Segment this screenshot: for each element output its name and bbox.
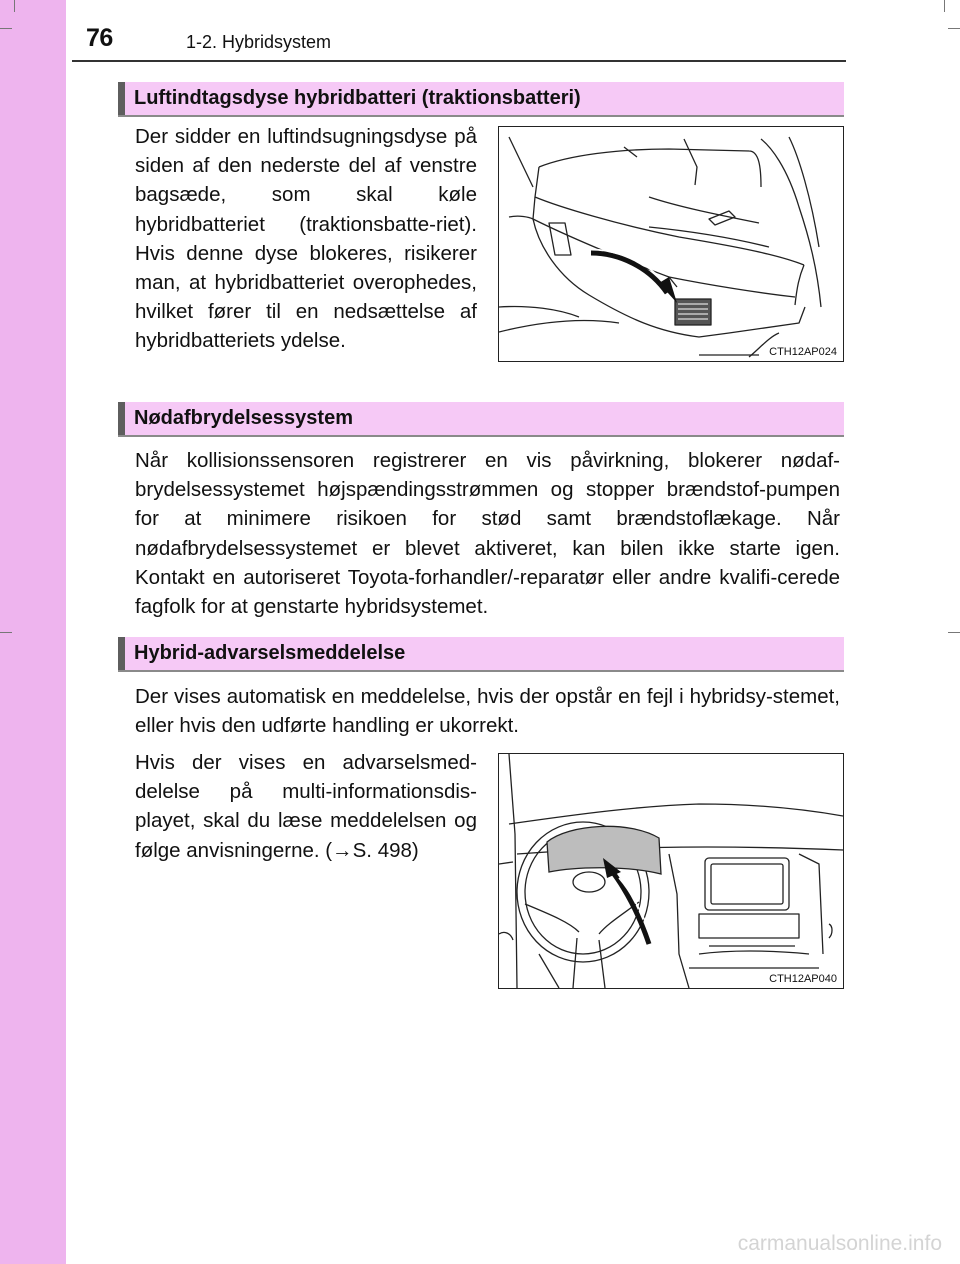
crop-mark — [0, 28, 12, 29]
crop-mark — [944, 0, 945, 12]
dashboard-drawing — [499, 754, 843, 988]
emergency-paragraph: Når kollisionssensoren registrerer en vis påvirkning, blokerer nødaf-brydelsessystemet højspændingsstrømmen og stopper brændstof-pumpen for at minimere risikoen for stød samt brændstoflækage. Når nødafbrydelsessystemet er blevet aktiveret, kan bilen ikke starte igen. Kontakt en autoriseret Toyota-forhandler/-reparatør eller andre kvalifi-cerede fagfolk for at genstarte hybridsystemet. — [135, 449, 840, 619]
warning-paragraph-1: Der vises automatisk en meddelelse, hvis der opstår en fejl i hybridsy-stemet, eller hvis den udførte handling er ukorrekt. — [135, 685, 840, 738]
rear-seat-illustration — [498, 126, 844, 362]
figure-code: CTH12AP040 — [769, 973, 837, 985]
section-heading-warning — [118, 637, 844, 672]
section-stripe — [118, 402, 125, 435]
rear-seat-drawing — [499, 127, 843, 361]
header-rule — [72, 60, 846, 62]
section-title: Luftindtagsdyse hybridbatteri (traktionsbatteri) — [134, 87, 581, 109]
chapter-title: 1-2. Hybridsystem — [186, 32, 332, 52]
section-stripe — [118, 637, 125, 670]
section-heading-emergency — [118, 402, 844, 437]
warning-paragraph-2: Hvis der vises en advarselsmed-delelse på multi-informationsdis-playet, skal du læse meddelelsen og følge anvisningerne. (→S. 498) — [135, 751, 477, 862]
page-number: 76 — [86, 24, 113, 52]
section-title: Hybrid-advarselsmeddelelse — [134, 642, 406, 664]
section-stripe — [118, 82, 125, 115]
crop-mark — [14, 0, 15, 12]
dashboard-illustration — [498, 753, 844, 989]
crop-mark — [948, 28, 960, 29]
crop-mark — [0, 632, 12, 633]
crop-mark — [948, 632, 960, 633]
section-heading-air-intake — [118, 82, 844, 117]
figure-code: CTH12AP024 — [769, 346, 837, 358]
air-intake-paragraph: Der sidder en luftindsugningsdyse på siden af den nederste del af venstre bagsæde, som skal køle hybridbatteriet (traktionsbatte-riet). Hvis denne dyse blokeres, risikerer man, at hybridbatteriet overophedes, hvilket fører til en nedsættelse af hybridbatteriets ydelse. — [135, 125, 477, 353]
watermark: carmanualsonline.info — [737, 1232, 942, 1255]
section-title: Nødafbrydelsessystem — [134, 407, 353, 429]
